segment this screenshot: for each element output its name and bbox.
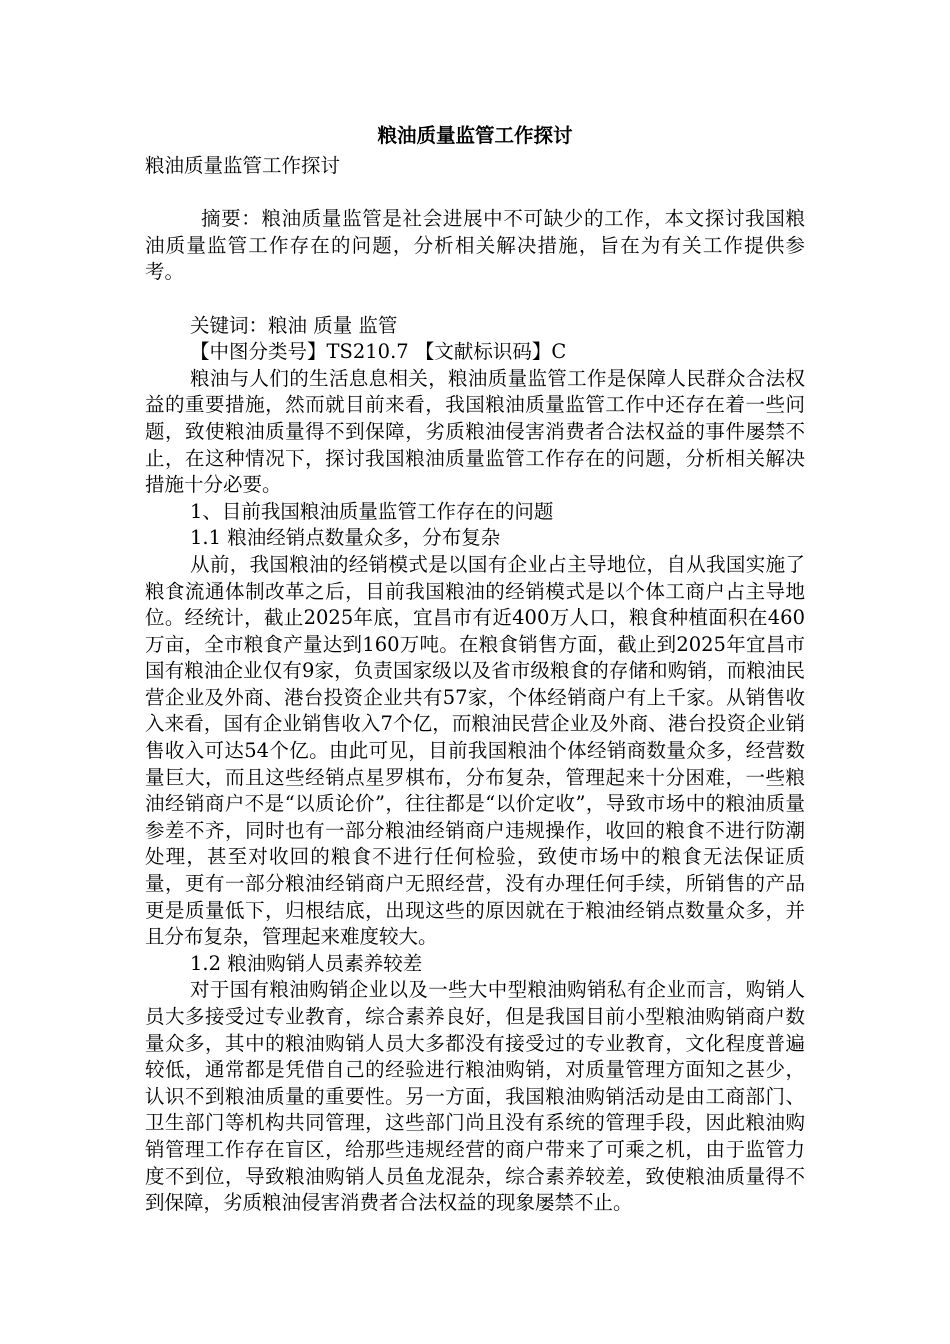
abstract-paragraph: 摘要：粮油质量监管是社会进展中不可缺少的工作，本文探讨我国粮油质量监管工作存在的问题，分析相关解决措施，旨在为有关工作提供参考。 bbox=[145, 207, 805, 284]
keywords-line: 关键词：粮油 质量 监管 bbox=[190, 313, 398, 337]
section-1-1-body: 从前，我国粮油的经销模式是以国有企业占主导地位，自从我国实施了粮食流通体制改革之后，目前我国粮油的经销模式是以个体工商户占主导地位。经统计，截止2025年底，宜昌市有近400万人口，粮食种植面积在460 万亩，全市粮食产量达到160万吨。在粮食销售方面，截止到2025年宜昌市国有粮油企业仅有9家，负责国家级以及省市级粮食的存储和购销，而粮油民营企业及外商、港台投资企业共有57家，个体经销商户有上千家。从销售收入来看，国有企业销售收入7个亿，而粮油民营企业及外商、港台投资企业销售收入可达54个亿。由此可见，目前我国粮油个体经销商数量众多，经营数量巨大，而且这些经销点星罗棋布，分布复杂，管理起来十分困难，一些粮油经销商户不是“以质论价”，往往都是“以价定收”，导致市场中的粮油质量参差不齐，同时也有一部分粮油经销商户违规操作，收回的粮食不进行防潮处理，甚至对收回的粮食不进行任何检验，致使市场中的粮食无法保证质量，更有一部分粮油经销商户无照经营，没有办理任何手续，所销售的产品更是质量低下，归根结底，出现这些的原因就在于粮油经销点数量众多，并且分布复杂，管理起来难度较大。 bbox=[145, 552, 805, 949]
section-1-2-body: 对于国有粮油购销企业以及一些大中型粮油购销私有企业而言，购销人员大多接受过专业教育，综合素养良好，但是我国目前小型粮油购销商户数量众多，其中的粮油购销人员大多都没有接受过的专业教育，文化程度普遍较低，通常都是凭借自己的经验进行粮油购销，对质量管理方面知之甚少，认识不到粮油质量的重要性。另一方面，我国粮油购销活动是由工商部门、卫生部门等机构共同管理，这些部门尚且没有系统的管理手段，因此粮油购销管理工作存在盲区，给那些违规经营的商户带来了可乘之机，由于监管力度不到位，导致粮油购销人员鱼龙混杂，综合素养较差，致使粮油质量得不到保障，劣质粮油侵害消费者合法权益的现象屡禁不止。 bbox=[145, 978, 805, 1215]
blank-line bbox=[145, 286, 805, 313]
document-page bbox=[145, 118, 805, 1217]
intro-paragraph: 粮油与人们的生活息息相关，粮油质量监管工作是保障人民群众合法权益的重要措施，然而就目前来看，我国粮油质量监管工作中还存在着一些问题，致使粮油质量得不到保障，劣质粮油侵害消费者合法权益的事件屡禁不止，在这种情况下，探讨我国粮油质量监管工作存在的问题，分析相关解决措施十分必要。 bbox=[145, 366, 805, 497]
document-title: 粮油质量监管工作探讨 bbox=[377, 124, 573, 147]
section-1-heading: 1、目前我国粮油质量监管工作存在的问题 bbox=[190, 499, 554, 523]
section-1-1-heading: 1.1 粮油经销点数量众多，分布复杂 bbox=[190, 526, 501, 550]
section-1-2-heading: 1.2 粮油购销人员素养较差 bbox=[190, 951, 423, 975]
blank-line bbox=[145, 180, 805, 207]
document-subtitle: 粮油质量监管工作探讨 bbox=[145, 154, 341, 177]
classification-line: 【中图分类号】TS210.7 【文献标识码】C bbox=[190, 340, 567, 364]
